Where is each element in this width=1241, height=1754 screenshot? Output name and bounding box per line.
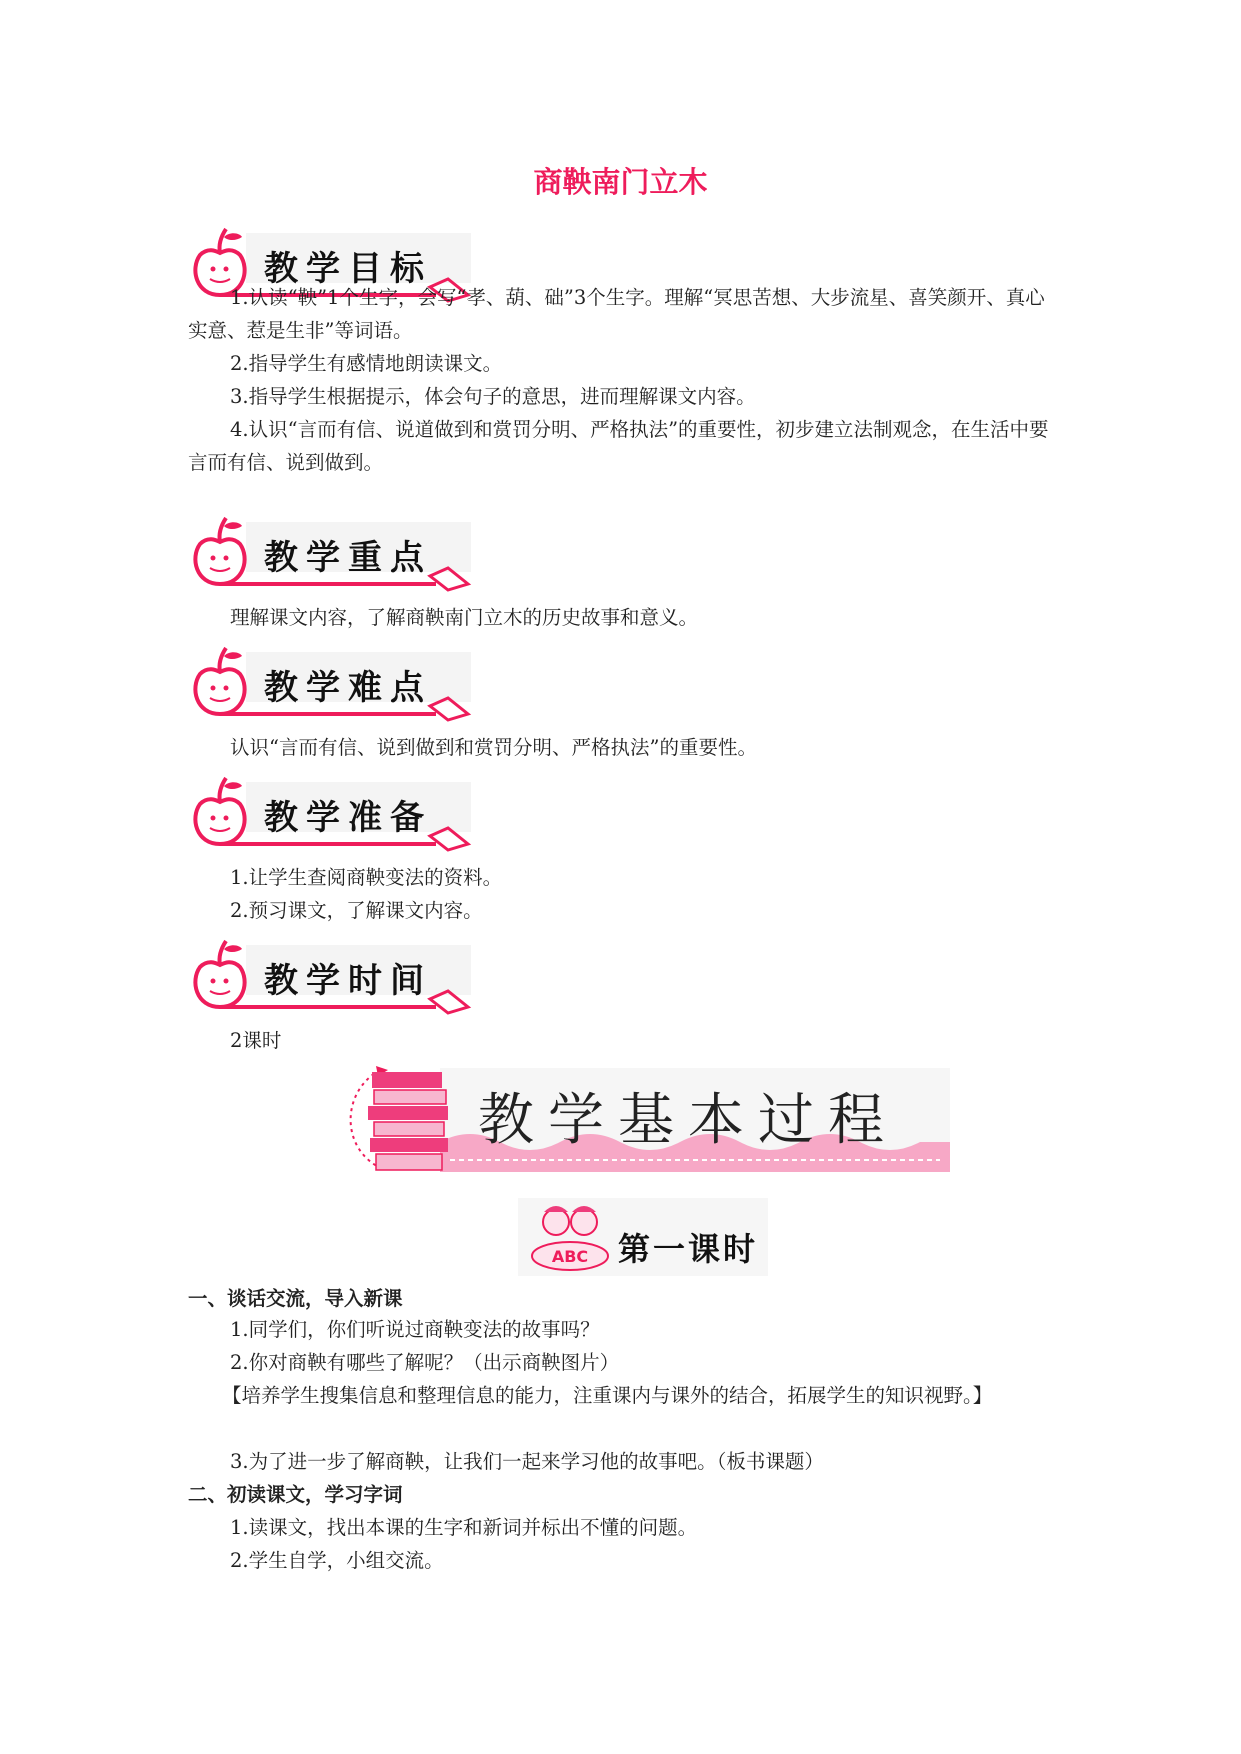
lesson-title: 第一课时 xyxy=(618,1230,759,1268)
section-heading-text: 教学重点 xyxy=(264,538,432,578)
part-item: 2.学生自学，小组交流。 xyxy=(230,1549,444,1572)
goal-item: 3.指导学生根据提示，体会句子的意思，进而理解课文内容。 xyxy=(230,385,756,408)
part-item: 2.你对商鞅有哪些了解呢？（出示商鞅图片） xyxy=(230,1351,620,1374)
section-heading-text: 教学目标 xyxy=(264,249,432,289)
process-banner-text: 教学基本过程 xyxy=(478,1088,898,1153)
section-heading-time xyxy=(186,937,476,1017)
goal-item: 2.指导学生有感情地朗读课文。 xyxy=(230,352,503,375)
part-item: 3.为了进一步了解商鞅，让我们一起来学习他的故事吧。（板书课题） xyxy=(230,1450,824,1473)
time-text: 2课时 xyxy=(230,1029,282,1052)
part-item: 1.读课文，找出本课的生字和新词并标出不懂的问题。 xyxy=(230,1516,698,1539)
document-title: 商鞅南门立木 xyxy=(533,165,708,199)
part-heading: 一、谈话交流，导入新课 xyxy=(188,1287,403,1310)
process-banner xyxy=(330,1062,960,1182)
part-note: 【培养学生搜集信息和整理信息的能力，注重课内与课外的结合，拓展学生的知识视野。】 xyxy=(222,1384,993,1407)
part-heading: 二、初读课文，学习字词 xyxy=(188,1483,403,1506)
section-heading-text: 教学时间 xyxy=(264,961,432,1001)
part-item: 1.同学们，你们听说过商鞅变法的故事吗？ xyxy=(230,1318,600,1341)
abc-logo-text: ABC xyxy=(551,1247,589,1266)
section-heading-text: 教学准备 xyxy=(264,798,432,838)
goal-item: 1.认读“鞅”1个生字，会写“孝、葫、础”3个生字。理解“冥思苦想、大步流星、喜笑颜开、真心实意、惹是生非”等词语。 xyxy=(188,286,1045,342)
goal-item: 4.认识“言而有信、说道做到和赏罚分明、严格执法”的重要性，初步建立法制观念，在生活中要言而有信、说到做到。 xyxy=(188,418,1049,474)
section-heading-prep xyxy=(186,774,476,854)
difficulty-text: 认识“言而有信、说到做到和赏罚分明、严格执法”的重要性。 xyxy=(230,736,757,759)
section-heading-key xyxy=(186,514,476,594)
key-text: 理解课文内容，了解商鞅南门立木的历史故事和意义。 xyxy=(230,606,699,629)
lesson-heading xyxy=(518,1198,768,1278)
prep-item: 1.让学生查阅商鞅变法的资料。 xyxy=(230,866,503,889)
section-heading-text: 教学难点 xyxy=(264,668,432,708)
prep-item: 2.预习课文，了解课文内容。 xyxy=(230,899,483,922)
section-heading-difficulty xyxy=(186,644,476,724)
